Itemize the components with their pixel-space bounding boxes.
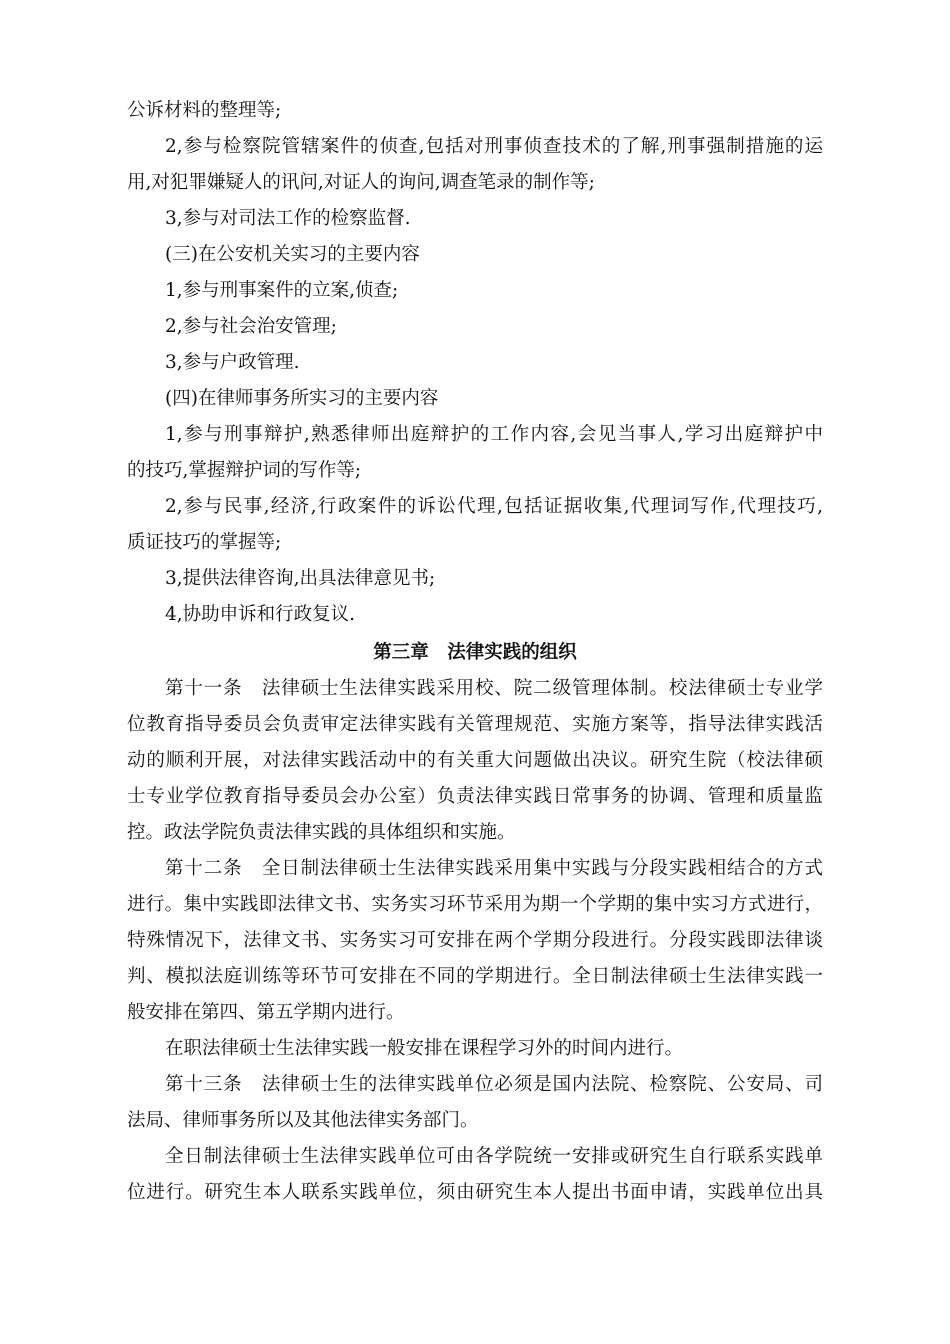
text-line: 第十一条 法律硕士生法律实践采用校、院二级管理体制。校法律硕士专业学 (165, 678, 823, 699)
text-line: 特殊情况下，法律文书、实务实习可安排在两个学期分段进行。分段实践即法律谈 (127, 930, 823, 951)
text-line: 的技巧,掌握辩护词的写作等; (127, 460, 362, 481)
text-line: 判、模拟法庭训练等环节可安排在不同的学期进行。全日制法律硕士生法律实践一 (127, 966, 823, 987)
text-line: 2,参与社会治安管理; (165, 316, 337, 337)
text-line: 公诉材料的整理等; (127, 100, 282, 121)
text-line: 位教育指导委员会负责审定法律实践有关管理规范、实施方案等，指导法律实践活 (127, 714, 823, 735)
text-line: 士专业学位教育指导委员会办公室）负责法律实践日常事务的协调、管理和质量监 (127, 786, 823, 807)
text-line: 3,提供法律咨询,出具法律意见书; (165, 568, 436, 589)
text-line: 第十二条 全日制法律硕士生法律实践采用集中实践与分段实践相结合的方式 (165, 858, 823, 879)
text-line: 进行。集中实践即法律文书、实务实习环节采用为期一个学期的集中实习方式进行， (127, 894, 823, 915)
text-line: 全日制法律硕士生法律实践单位可由各学院统一安排或研究生自行联系实践单 (165, 1146, 823, 1167)
section-subtitle: (三)在公安机关实习的主要内容 (165, 244, 420, 265)
text-line: 般安排在第四、第五学期内进行。 (127, 1002, 405, 1023)
text-line: 质证技巧的掌握等; (127, 532, 282, 553)
text-line: 在职法律硕士生法律实践一般安排在课程学习外的时间内进行。 (165, 1038, 684, 1059)
text-line: 4,协助申诉和行政复议. (165, 604, 356, 625)
text-line: 2,参与检察院管辖案件的侦查,包括对刑事侦查技术的了解,刑事强制措施的运 (165, 136, 823, 157)
text-line: 2,参与民事,经济,行政案件的诉讼代理,包括证据收集,代理词写作,代理技巧, (165, 496, 823, 517)
text-line: 位进行。研究生本人联系实践单位，须由研究生本人提出书面申请，实践单位出具 (127, 1182, 823, 1203)
section-subtitle: (四)在律师事务所实习的主要内容 (165, 388, 439, 409)
text-line: 3,参与户政管理. (165, 352, 300, 373)
text-line: 动的顺利开展，对法律实践活动中的有关重大问题做出决议。研究生院（校法律硕 (127, 750, 823, 771)
text-line: 用,对犯罪嫌疑人的讯问,对证人的询问,调查笔录的制作等; (127, 172, 595, 193)
text-line: 1,参与刑事案件的立案,侦查; (165, 280, 399, 301)
text-line: 3,参与对司法工作的检察监督. (165, 208, 411, 229)
chapter-heading: 第三章 法律实践的组织 (373, 642, 577, 663)
text-line: 控。政法学院负责法律实践的具体组织和实施。 (127, 822, 516, 843)
text-line: 第十三条 法律硕士生的法律实践单位必须是国内法院、检察院、公安局、司 (165, 1074, 823, 1095)
text-line: 1,参与刑事辩护,熟悉律师出庭辩护的工作内容,会见当事人,学习出庭辩护中 (165, 424, 823, 445)
text-line: 法局、律师事务所以及其他法律实务部门。 (127, 1110, 479, 1131)
